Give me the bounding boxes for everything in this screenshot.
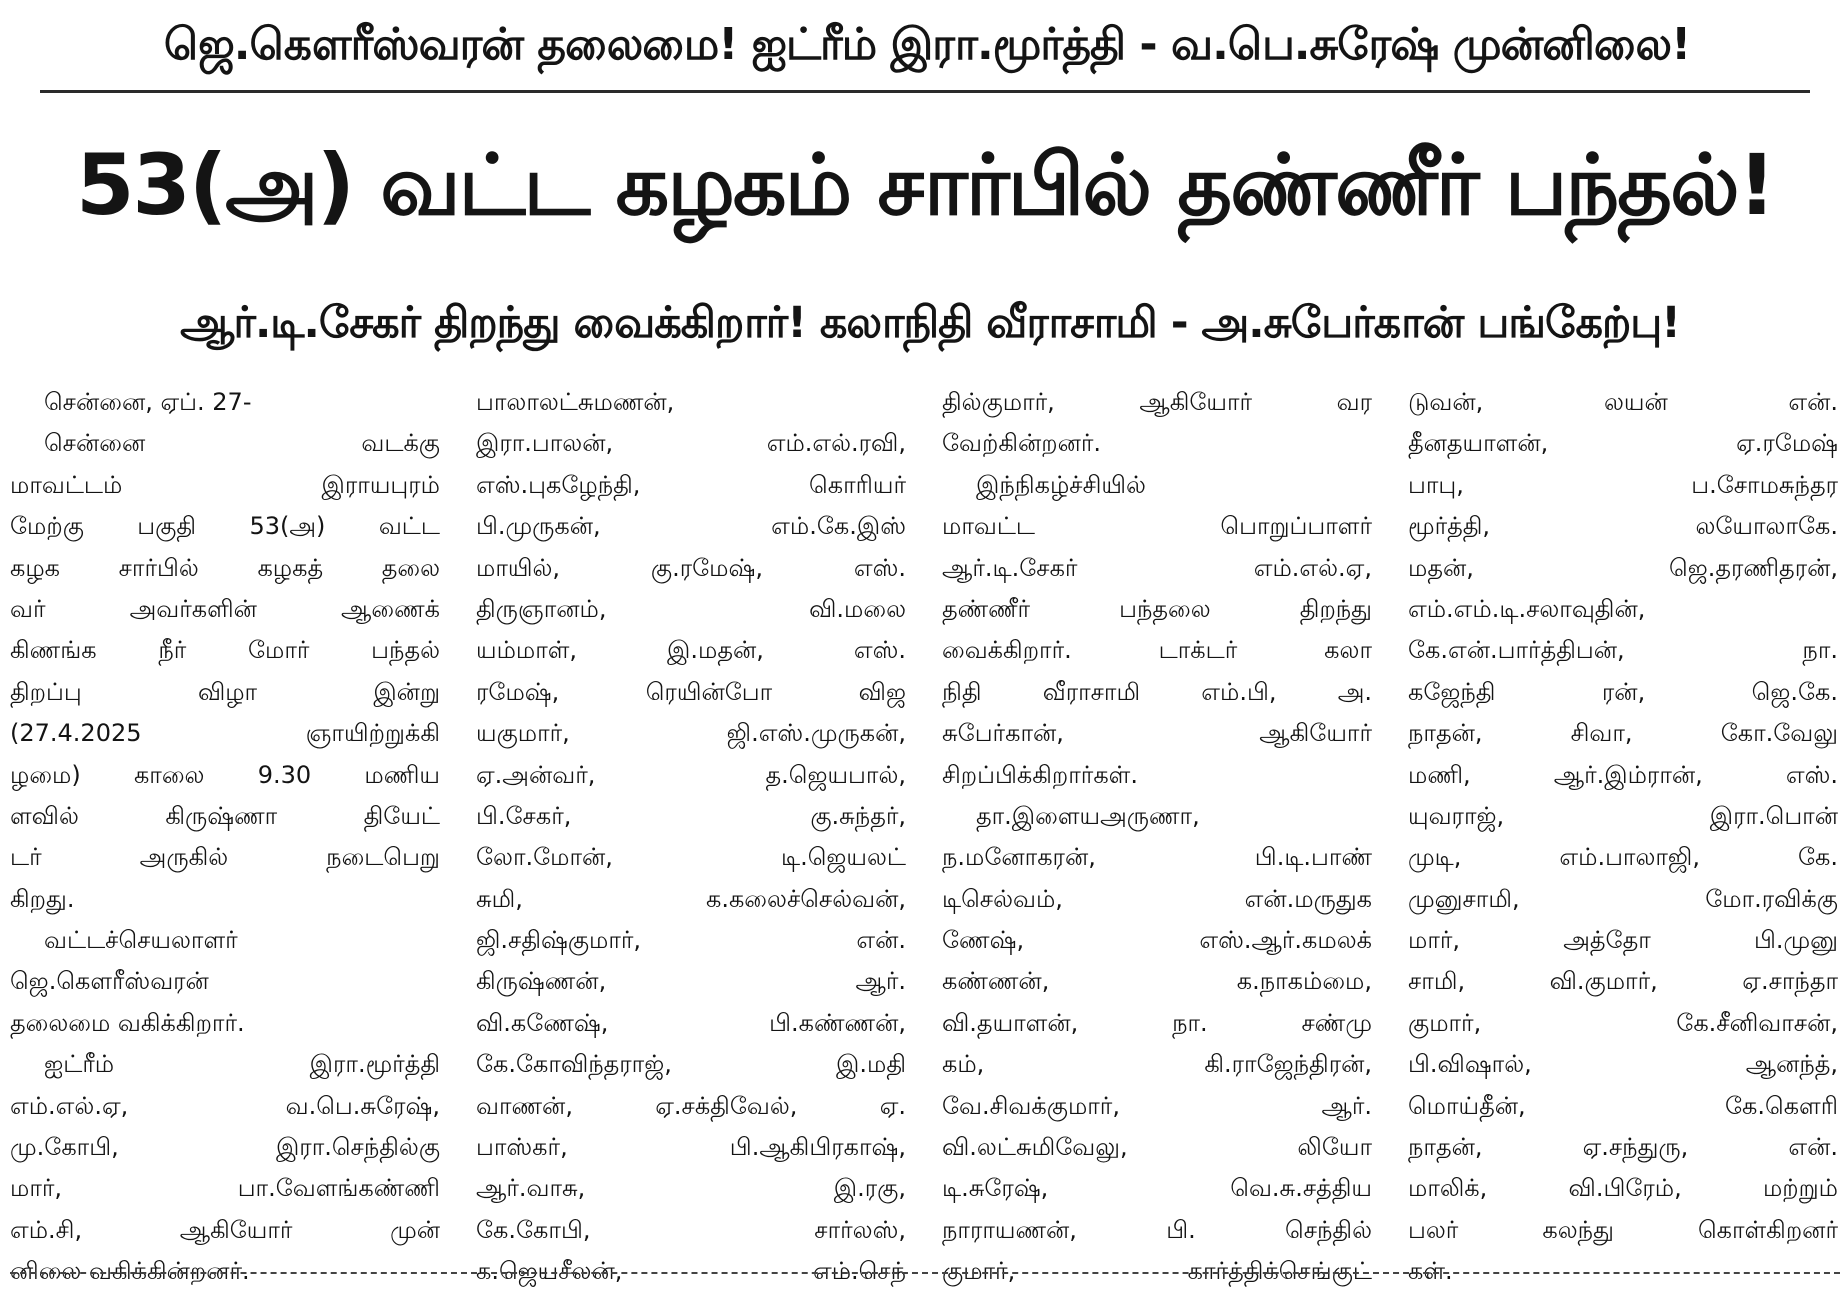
article-line: நாதன், ஏ.சந்துரு, என். — [1408, 1133, 1838, 1162]
article-line: சென்னை, ஏப். 27- — [44, 388, 252, 416]
article-line: இரா.பாலன், எம்.எல்.ரவி, — [476, 429, 906, 458]
article-line: மாவட்ட பொறுப்பாளர் — [942, 512, 1372, 541]
article-line: கே.கோபி, சார்லஸ், — [476, 1215, 906, 1244]
article-line: மார், அத்தோ பி.முனு — [1408, 926, 1838, 955]
article-line: நிதி வீராசாமி எம்.பி, அ. — [942, 677, 1372, 706]
article-line: டர் அருகில் நடைபெறு — [10, 843, 440, 872]
article-line: வேற்கின்றனர். — [942, 429, 1102, 458]
article-line: தில்குமார், ஆகியோர் வர — [942, 388, 1372, 416]
main-headline: 53(அ) வட்ட கழகம் சார்பில் தண்ணீர் பந்தல்! — [75, 136, 1775, 234]
article-line: எம்.சி, ஆகியோர் முன் — [10, 1215, 440, 1244]
article-line: குமார், கே.சீனிவாசன், — [1408, 1008, 1838, 1037]
article-column-2 — [476, 382, 906, 1286]
article-line: கிறது. — [10, 884, 75, 913]
article-line: தண்ணீர் பந்தலை திறந்து — [942, 594, 1372, 623]
article-column-3 — [942, 382, 1372, 1286]
article-line: எம்.எல்.ஏ, வ.பெ.சுரேஷ், — [10, 1091, 440, 1120]
article-column-4 — [1408, 382, 1838, 1286]
article-column-1 — [10, 382, 440, 1286]
article-line: நாராயணன், பி. செந்தில் — [942, 1215, 1372, 1244]
article-line: ரமேஷ், ரெயின்போ விஜ — [476, 677, 906, 706]
article-line: ஐட்ரீம் இரா.மூர்த்தி — [44, 1050, 440, 1079]
article-line: ளவில் கிருஷ்ணா தியேட் — [10, 801, 440, 830]
article-line: வி.லட்சுமிவேலு, லியோ — [942, 1133, 1372, 1162]
article-line: யுவராஜ், இரா.பொன் — [1408, 801, 1838, 830]
article-line: டுவன், லயன் என். — [1408, 388, 1838, 416]
article-line: மாயில், கு.ரமேஷ், எஸ். — [476, 553, 906, 582]
article-line: கழக சார்பில் கழகத் தலை — [10, 553, 440, 582]
article-line: கிணங்க நீர் மோர் பந்தல் — [10, 636, 440, 665]
article-line: யகுமார், ஜி.எஸ்.முருகன், — [476, 719, 906, 748]
article-line: கே.கோவிந்தராஜ், இ.மதி — [476, 1050, 906, 1079]
article-line: வட்டச்செயலாளர் — [44, 926, 238, 955]
article-line: வாணன், ஏ.சக்திவேல், ஏ. — [476, 1091, 906, 1120]
article-line: யம்மாள், இ.மதன், எஸ். — [476, 636, 906, 665]
article-line: ணேஷ், எஸ்.ஆர்.கமலக் — [942, 926, 1372, 955]
article-line: வே.சிவக்குமார், ஆர். — [942, 1091, 1372, 1120]
article-line: பலர் கலந்து கொள்கிறனர் — [1408, 1215, 1838, 1244]
article-line: கம், கி.ராஜேந்திரன், — [942, 1050, 1372, 1079]
article-line: பி.முருகன், எம்.கே.இஸ் — [476, 512, 906, 541]
article-line: மதன், ஜெ.தரணிதரன், — [1408, 553, 1838, 582]
article-line: ஜெ.கௌரீஸ்வரன் — [10, 967, 209, 996]
article-line: எம்.எம்.டி.சலாவுதின், — [1408, 594, 1646, 623]
article-line: தா.இளையஅருணா, — [976, 801, 1200, 830]
article-line: எஸ்.புகழேந்தி, கொரியர் — [476, 470, 906, 499]
article-line: தலைமை வகிக்கிறார். — [10, 1008, 245, 1037]
article-line: வி.கணேஷ், பி.கண்ணன், — [476, 1008, 906, 1037]
article-line: பாஸ்கர், பி.ஆகிபிரகாஷ், — [476, 1133, 906, 1162]
article-line: கே.என்.பார்த்திபன், நா. — [1408, 636, 1838, 665]
article-line: ந.மனோகரன், பி.டி.பாண் — [942, 843, 1372, 872]
article-line: பி.சேகர், கு.சுந்தர், — [476, 801, 906, 830]
article-line: டிசெல்வம், என்.மருதுக — [942, 884, 1372, 913]
article-end-divider — [10, 1272, 1840, 1274]
article-line: பி.விஷால், ஆனந்த், — [1408, 1050, 1838, 1079]
article-line: மாவட்டம் இராயபுரம் — [10, 470, 440, 499]
article-line: கண்ணன், க.நாகம்மை, — [942, 967, 1372, 996]
article-line: சாமி, வி.குமார், ஏ.சாந்தா — [1408, 967, 1838, 996]
article-line: ஆர்.வாசு, இ.ரகு, — [476, 1174, 906, 1203]
article-line: ஆர்.டி.சேகர் எம்.எல்.ஏ, — [942, 553, 1372, 582]
article-line: கஜேந்தி ரன், ஜெ.கே. — [1408, 677, 1838, 706]
article-line: தீனதயாளன், ஏ.ரமேஷ் — [1408, 429, 1838, 458]
article-line: திறப்பு விழா இன்று — [10, 677, 440, 706]
article-line: மாலிக், வி.பிரேம், மற்றும் — [1408, 1174, 1838, 1203]
article-line: கிருஷ்ணன், ஆர். — [476, 967, 906, 996]
article-line: இந்நிகழ்ச்சியில் — [976, 470, 1146, 499]
article-line: வர் அவர்களின் ஆணைக் — [10, 594, 440, 623]
article-line: முடி, எம்.பாலாஜி, கே. — [1408, 843, 1838, 872]
article-line: டி.சுரேஷ், வெ.சு.சத்திய — [942, 1174, 1372, 1203]
headline-divider — [40, 90, 1810, 93]
article-line: (27.4.2025 ஞாயிற்றுக்கி — [10, 719, 440, 748]
article-line: சென்னை வடக்கு — [44, 429, 440, 458]
article-body — [0, 382, 1846, 1286]
article-line: னிலை வகிக்கின்றனர். — [10, 1257, 250, 1286]
kicker-headline: ஜெ.கௌரீஸ்வரன் தலைமை! ஐட்ரீம் இரா.மூர்த்தி - வ.பெ.சுரேஷ் முன்னிலை! — [163, 19, 1691, 70]
article-line: சிறப்பிக்கிறார்கள். — [942, 760, 1138, 789]
article-line: மு.கோபி, இரா.செந்தில்கு — [10, 1133, 440, 1162]
article-line: பாபு, ப.சோமசுந்தர — [1408, 470, 1838, 499]
sub-headline: ஆர்.டி.சேகர் திறந்து வைக்கிறார்! கலாநிதி வீராசாமி - அ.சுபேர்கான் பங்கேற்பு! — [180, 298, 1680, 348]
article-line: வி.தயாளன், நா. சண்மு — [942, 1008, 1372, 1037]
article-line: கள். — [1408, 1257, 1453, 1286]
article-line: லோ.மோன், டி.ஜெயலட் — [476, 843, 906, 872]
article-line: ழமை) காலை 9.30 மணிய — [10, 760, 440, 789]
article-line: ஏ.அன்வர், த.ஜெயபால், — [476, 760, 906, 789]
article-line: க.ஜெயசீலன், எம்.செந் — [476, 1257, 906, 1286]
article-line: சுபேர்கான், ஆகியோர் — [942, 719, 1372, 748]
article-line: திருஞானம், வி.மலை — [476, 594, 906, 623]
article-line: மணி, ஆர்.இம்ரான், எஸ். — [1408, 760, 1838, 789]
article-line: ஜி.சதிஷ்குமார், என். — [476, 926, 906, 955]
article-line: மேற்கு பகுதி 53(அ) வட்ட — [10, 512, 440, 541]
article-line: நாதன், சிவா, கோ.வேலு — [1408, 719, 1838, 748]
article-line: வைக்கிறார். டாக்டர் கலா — [942, 636, 1372, 665]
article-line: குமார், கார்த்திக்செங்குட் — [942, 1257, 1372, 1286]
article-line: மார், பா.வேளங்கண்ணி — [10, 1174, 440, 1203]
article-line: மொய்தீன், கே.கௌரி — [1408, 1091, 1838, 1120]
article-line: சுமி, க.கலைச்செல்வன், — [476, 884, 906, 913]
article-line: மூர்த்தி, லயோலாகே. — [1408, 512, 1838, 541]
article-line: முனுசாமி, மோ.ரவிக்கு — [1408, 884, 1838, 913]
article-line: பாலாலட்சுமணன், — [476, 388, 675, 416]
